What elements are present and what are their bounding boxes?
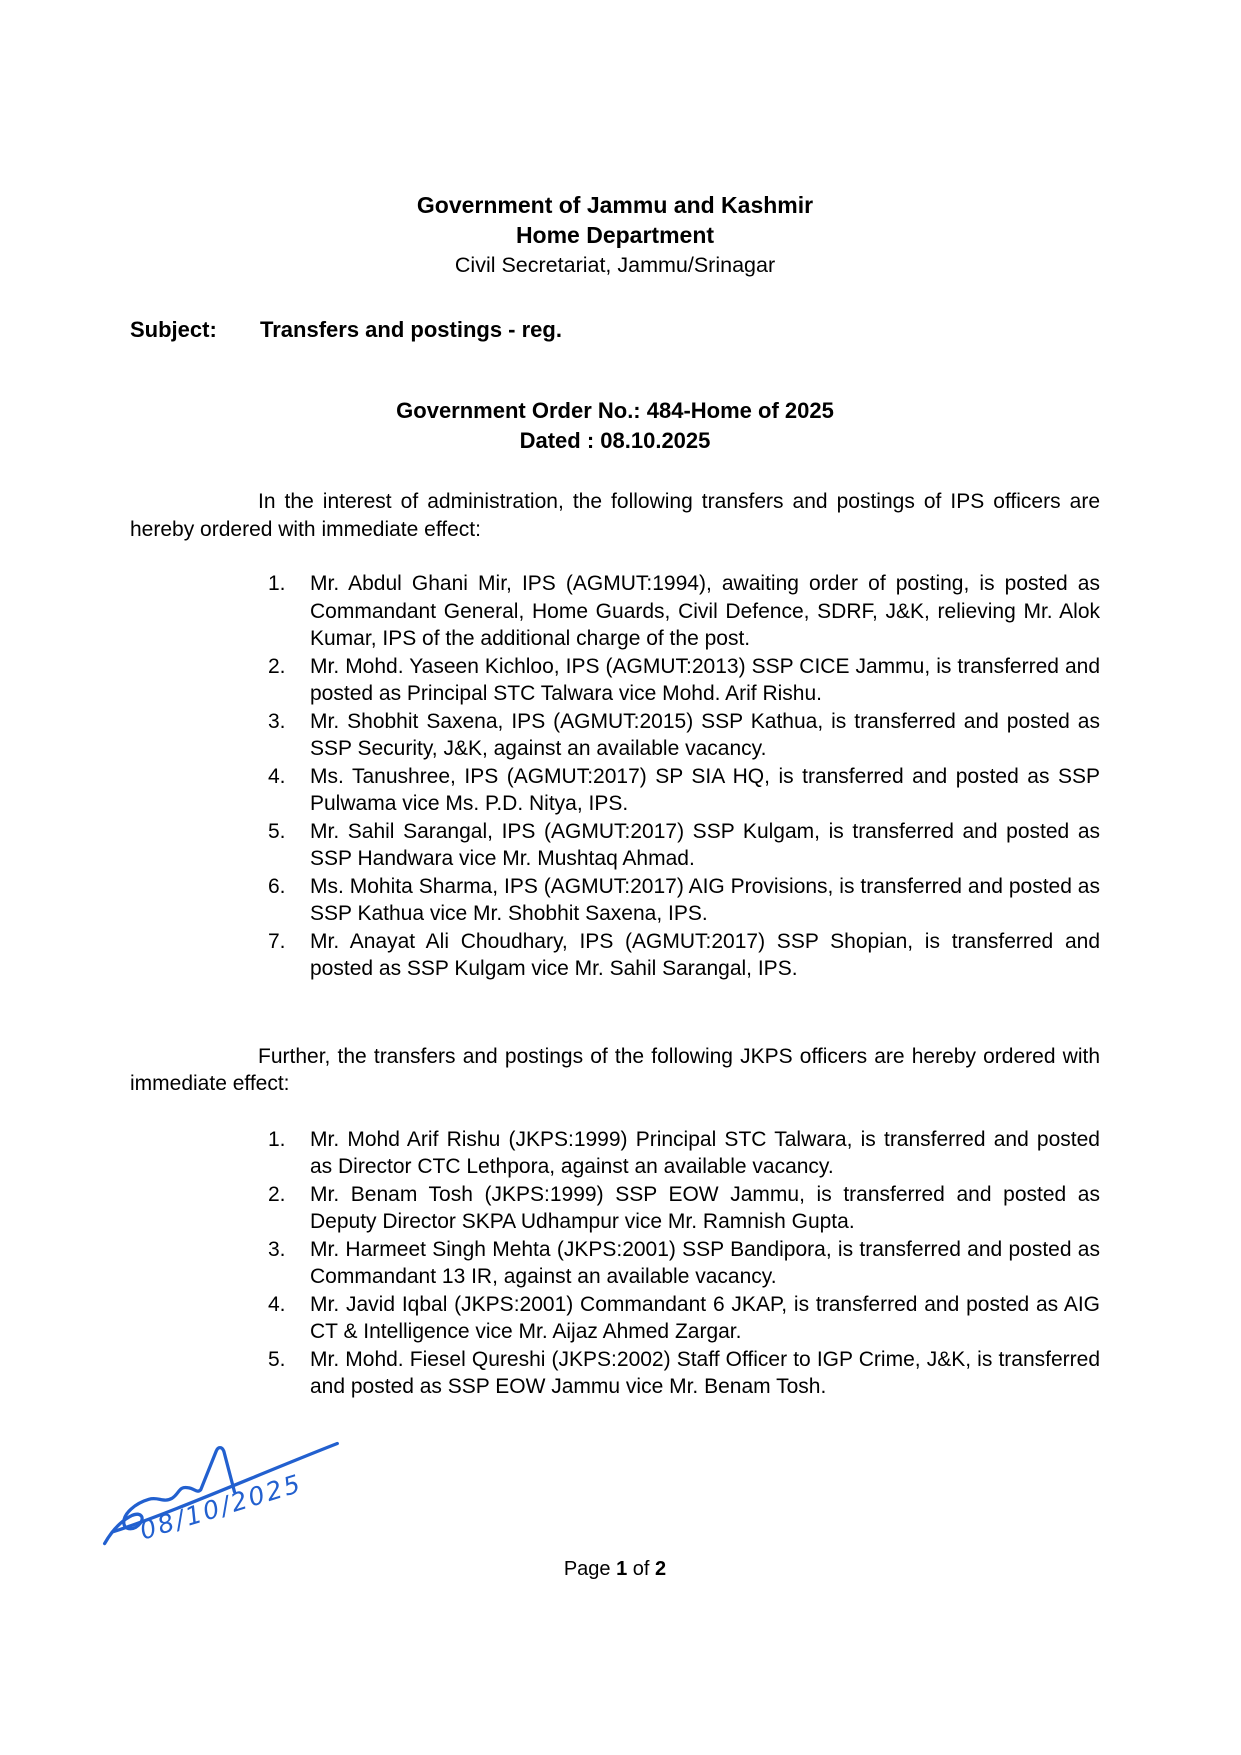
list-item: [260, 818, 1100, 873]
document-header: [130, 190, 1100, 280]
item-number: 4.: [268, 1292, 286, 1316]
item-number: 1.: [268, 572, 286, 595]
item-number: 7.: [268, 929, 286, 953]
item-text: Mr. Mohd. Yaseen Kichloo, IPS (AGMUT:2013) SSP CICE Jammu, is transferred and posted as Principal STC Talwara vice Mohd. Arif Rishu.: [310, 654, 1100, 705]
list-item: [260, 708, 1100, 763]
list-item: [260, 1181, 1100, 1236]
footer-of-word: of: [632, 1558, 650, 1580]
page-footer: [130, 1556, 1100, 1582]
item-text: Mr. Mohd. Fiesel Qureshi (JKPS:2002) Staff Officer to IGP Crime, J&K, is transferred and posted as SSP EOW Jammu vice Mr. Benam Tosh.: [310, 1347, 1100, 1398]
item-number: 3.: [268, 1237, 286, 1261]
item-number: 5.: [268, 1347, 286, 1371]
item-text: Mr. Anayat Ali Choudhary, IPS (AGMUT:2017) SSP Shopian, is transferred and posted as SSP Kulgam vice Mr. Sahil Sarangal, IPS.: [310, 929, 1100, 980]
header-department-line: Home Department: [515, 222, 715, 248]
order-heading: [130, 396, 1100, 456]
item-number: 3.: [268, 709, 286, 733]
item-text: Ms. Mohita Sharma, IPS (AGMUT:2017) AIG Provisions, is transferred and posted as SSP Kathua vice Mr. Shobhit Saxena, IPS.: [310, 874, 1100, 925]
item-text: Mr. Mohd Arif Rishu (JKPS:1999) Principal STC Talwara, is transferred and posted as Director CTC Lethpora, against an available vacancy.: [310, 1127, 1100, 1178]
item-number: 5.: [268, 819, 286, 843]
list-item: [260, 570, 1100, 653]
item-text: Mr. Shobhit Saxena, IPS (AGMUT:2015) SSP Kathua, is transferred and posted as SSP Security, J&K, against an available vacancy.: [310, 709, 1100, 760]
item-number: 4.: [268, 764, 286, 788]
footer-page-number: 1: [616, 1558, 628, 1580]
item-text: Ms. Tanushree, IPS (AGMUT:2017) SP SIA HQ, is transferred and posted as SSP Pulwama vice Ms. P.D. Nitya, IPS.: [310, 764, 1100, 815]
item-number: 6.: [268, 874, 286, 898]
list-item: [260, 873, 1100, 928]
item-text: Mr. Harmeet Singh Mehta (JKPS:2001) SSP Bandipora, is transferred and posted as Commandant 13 IR, against an available vacancy.: [310, 1237, 1100, 1288]
item-text: Mr. Abdul Ghani Mir, IPS (AGMUT:1994), awaiting order of posting, is posted as Commandant General, Home Guards, Civil Defence, SDRF, J&K, relieving Mr. Alok Kumar, IPS of the additional charge of the post.: [310, 572, 1100, 650]
signature-ink: [90, 1432, 350, 1557]
item-text: Mr. Sahil Sarangal, IPS (AGMUT:2017) SSP Kulgam, is transferred and posted as SSP Handwara vice Mr. Mushtaq Ahmad.: [310, 819, 1100, 870]
jkps-transfer-list: [130, 1126, 1100, 1401]
subject-row: [130, 316, 1100, 344]
intro-paragraph-jkps: Further, the transfers and postings of the following JKPS officers are hereby ordered with immediate effect:: [130, 1044, 1100, 1095]
item-number: 2.: [268, 1182, 286, 1206]
item-text: Mr. Benam Tosh (JKPS:1999) SSP EOW Jammu, is transferred and posted as Deputy Director SKPA Udhampur vice Mr. Ramnish Gupta.: [310, 1182, 1100, 1233]
item-number: 2.: [268, 654, 286, 678]
list-item: [260, 1291, 1100, 1346]
item-text: Mr. Javid Iqbal (JKPS:2001) Commandant 6 JKAP, is transferred and posted as AIG CT & Intelligence vice Mr. Aijaz Ahmed Zargar.: [310, 1292, 1100, 1343]
order-number-line: Government Order No.: 484-Home of 2025: [396, 398, 834, 423]
subject-value: Transfers and postings - reg.: [260, 317, 562, 342]
header-secretariat-line: Civil Secretariat, Jammu/Srinagar: [454, 253, 776, 277]
footer-page-word: Page: [563, 1558, 611, 1580]
list-item: [260, 1346, 1100, 1401]
header-government-line: Government of Jammu and Kashmir: [416, 192, 814, 218]
handwritten-date: 08/10/2025: [136, 1468, 306, 1546]
ips-transfer-list: [130, 570, 1100, 983]
list-item: [260, 1236, 1100, 1291]
footer-total-pages: 2: [655, 1558, 667, 1580]
intro-paragraph-ips: In the interest of administration, the following transfers and postings of IPS officers are hereby ordered with immediate effect:: [130, 490, 1100, 541]
subject-label: Subject:: [130, 317, 217, 342]
list-item: [260, 928, 1100, 983]
order-date-line: Dated : 08.10.2025: [519, 428, 711, 453]
item-number: 1.: [268, 1127, 286, 1151]
list-item: [260, 763, 1100, 818]
list-item: [260, 1126, 1100, 1181]
list-item: [260, 653, 1100, 708]
